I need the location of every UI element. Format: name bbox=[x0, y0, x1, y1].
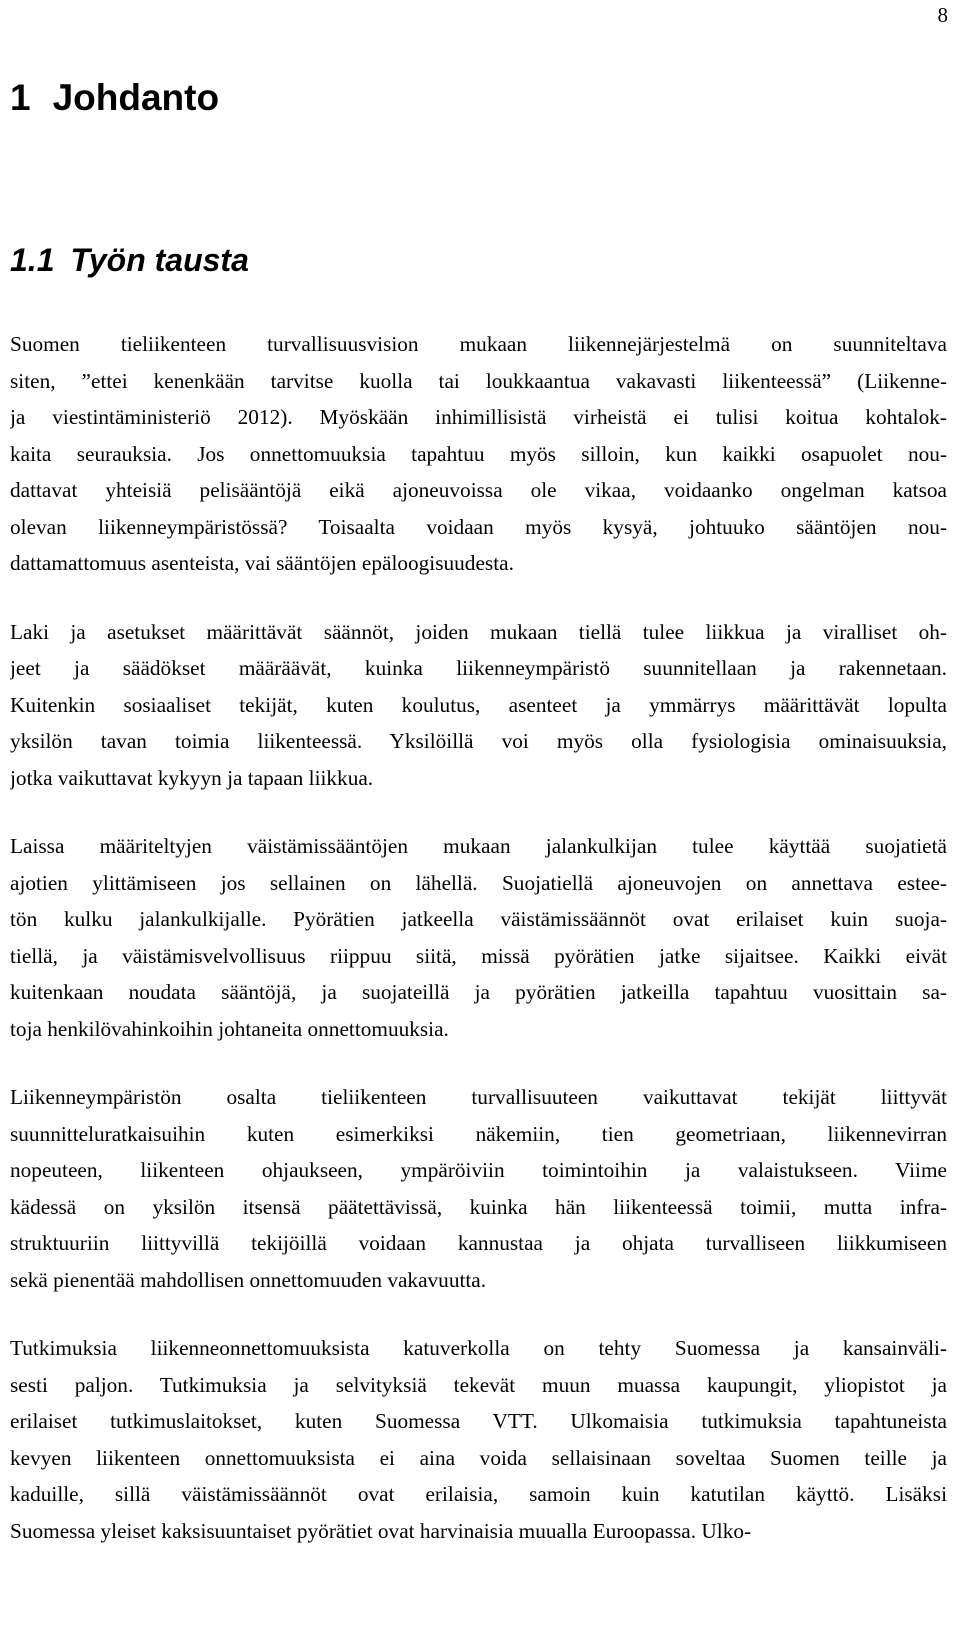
body-text bbox=[10, 326, 947, 1549]
paragraph-gap bbox=[10, 1298, 947, 1330]
paragraph-gap bbox=[10, 1047, 947, 1079]
page-number: 8 bbox=[937, 3, 948, 27]
text-line: nopeuteen, liikenteen ohjaukseen, ympäröiviin toimintoihin ja valaistukseen. Viime bbox=[10, 1158, 947, 1182]
text-line: tön kulku jalankulkijalle. Pyörätien jatkeella väistämissäännöt ovat erilaiset kuin suoja- bbox=[10, 907, 947, 931]
text-line: sesti paljon. Tutkimuksia ja selvityksiä tekevät muun muassa kaupungit, yliopistot ja bbox=[10, 1372, 947, 1397]
text-line: kaita seurauksia. Jos onnettomuuksia tapahtuu myös silloin, kun kaikki osapuolet nou- bbox=[10, 441, 947, 466]
paragraph bbox=[10, 1330, 947, 1549]
text-line: Suomen tieliikenteen turvallisuusvision mukaan liikennejärjestelmä on suunniteltava bbox=[10, 332, 947, 356]
section-number: 1.1 bbox=[10, 242, 55, 278]
text-line: erilaiset tutkimuslaitokset, kuten Suomessa VTT. Ulkomaisia tutkimuksia tapahtuneista bbox=[10, 1409, 947, 1433]
section-title: Työn tausta bbox=[70, 242, 249, 278]
text-line: struktuuriin liittyvillä tekijöillä voidaan kannustaa ja ohjata turvalliseen liikkumiseen bbox=[10, 1231, 947, 1255]
chapter-title: Johdanto bbox=[52, 77, 220, 118]
text-line: kuitenkaan noudata sääntöjä, ja suojateillä ja pyörätien jatkeilla tapahtuu vuosittain sa- bbox=[10, 980, 947, 1004]
text-line: siten, ”ettei kenenkään tarvitse kuolla tai loukkaantua vakavasti liikenteessä” (Liikenne- bbox=[10, 368, 947, 393]
text-line: Kuitenkin sosiaaliset tekijät, kuten koulutus, asenteet ja ymmärrys määrittävät lopulta bbox=[10, 692, 947, 717]
chapter-number: 1 bbox=[10, 77, 31, 118]
text-line: Suomessa yleiset kaksisuuntaiset pyörätiet ovat harvinaisia muualla Euroopassa. Ulko- bbox=[10, 1518, 752, 1543]
text-line: suunnitteluratkaisuihin kuten esimerkiksi näkemiin, tien geometriaan, liikennevirran bbox=[10, 1121, 947, 1146]
text-line: Laki ja asetukset määrittävät säännöt, joiden mukaan tiellä tulee liikkua ja viralliset oh- bbox=[10, 619, 947, 644]
section-heading bbox=[10, 238, 249, 282]
text-line: kädessä on yksilön itsensä päätettävissä, kuinka hän liikenteessä toimii, mutta infra- bbox=[10, 1194, 947, 1219]
paragraph bbox=[10, 828, 947, 1047]
text-line: olevan liikenneympäristössä? Toisaalta voidaan myös kysyä, johtuuko sääntöjen nou- bbox=[10, 514, 947, 539]
text-line: sekä pienentää mahdollisen onnettomuuden vakavuutta. bbox=[10, 1267, 487, 1292]
paragraph bbox=[10, 326, 947, 582]
text-line: Tutkimuksia liikenneonnettomuuksista katuverkolla on tehty Suomessa ja kansainväli- bbox=[10, 1336, 947, 1360]
paragraph bbox=[10, 614, 947, 797]
text-line: ja viestintäministeriö 2012). Myöskään inhimillisistä virheistä ei tulisi koitua kohtalok- bbox=[10, 405, 947, 429]
text-line: Laissa määriteltyjen väistämissääntöjen mukaan jalankulkijan tulee käyttää suojatietä bbox=[10, 834, 947, 858]
text-line: jeet ja säädökset määräävät, kuinka liikenneympäristö suunnitellaan ja rakennetaan. bbox=[10, 656, 947, 680]
text-line: tiellä, ja väistämisvelvollisuus riippuu siitä, missä pyörätien jatke sijaitsee. Kaikki eivät bbox=[10, 943, 947, 968]
text-line: ajotien ylittämiseen jos sellainen on lähellä. Suojatiellä ajoneuvojen on annettava estee- bbox=[10, 870, 947, 895]
text-line: jotka vaikuttavat kykyyn ja tapaan liikkua. bbox=[10, 765, 374, 790]
text-line: kaduille, sillä väistämissäännöt ovat erilaisia, samoin kuin katutilan käyttö. Lisäksi bbox=[10, 1482, 947, 1506]
text-line: dattamattomuus asenteista, vai sääntöjen epäloogisuudesta. bbox=[10, 551, 514, 575]
text-line: kevyen liikenteen onnettomuuksista ei aina voida sellaisinaan soveltaa Suomen teille ja bbox=[10, 1445, 947, 1470]
chapter-heading bbox=[10, 74, 219, 122]
text-line: Liikenneympäristön osalta tieliikenteen turvallisuuteen vaikuttavat tekijät liittyvät bbox=[10, 1085, 947, 1109]
text-line: toja henkilövahinkoihin johtaneita onnettomuuksia. bbox=[10, 1016, 449, 1041]
text-line: dattavat yhteisiä pelisääntöjä eikä ajoneuvoissa ole vikaa, voidaanko ongelman katsoa bbox=[10, 478, 947, 502]
text-line: yksilön tavan toimia liikenteessä. Yksilöillä voi myös olla fysiologisia ominaisuuksia, bbox=[10, 729, 947, 753]
paragraph-gap bbox=[10, 582, 947, 614]
paragraph-gap bbox=[10, 796, 947, 828]
paragraph bbox=[10, 1079, 947, 1298]
